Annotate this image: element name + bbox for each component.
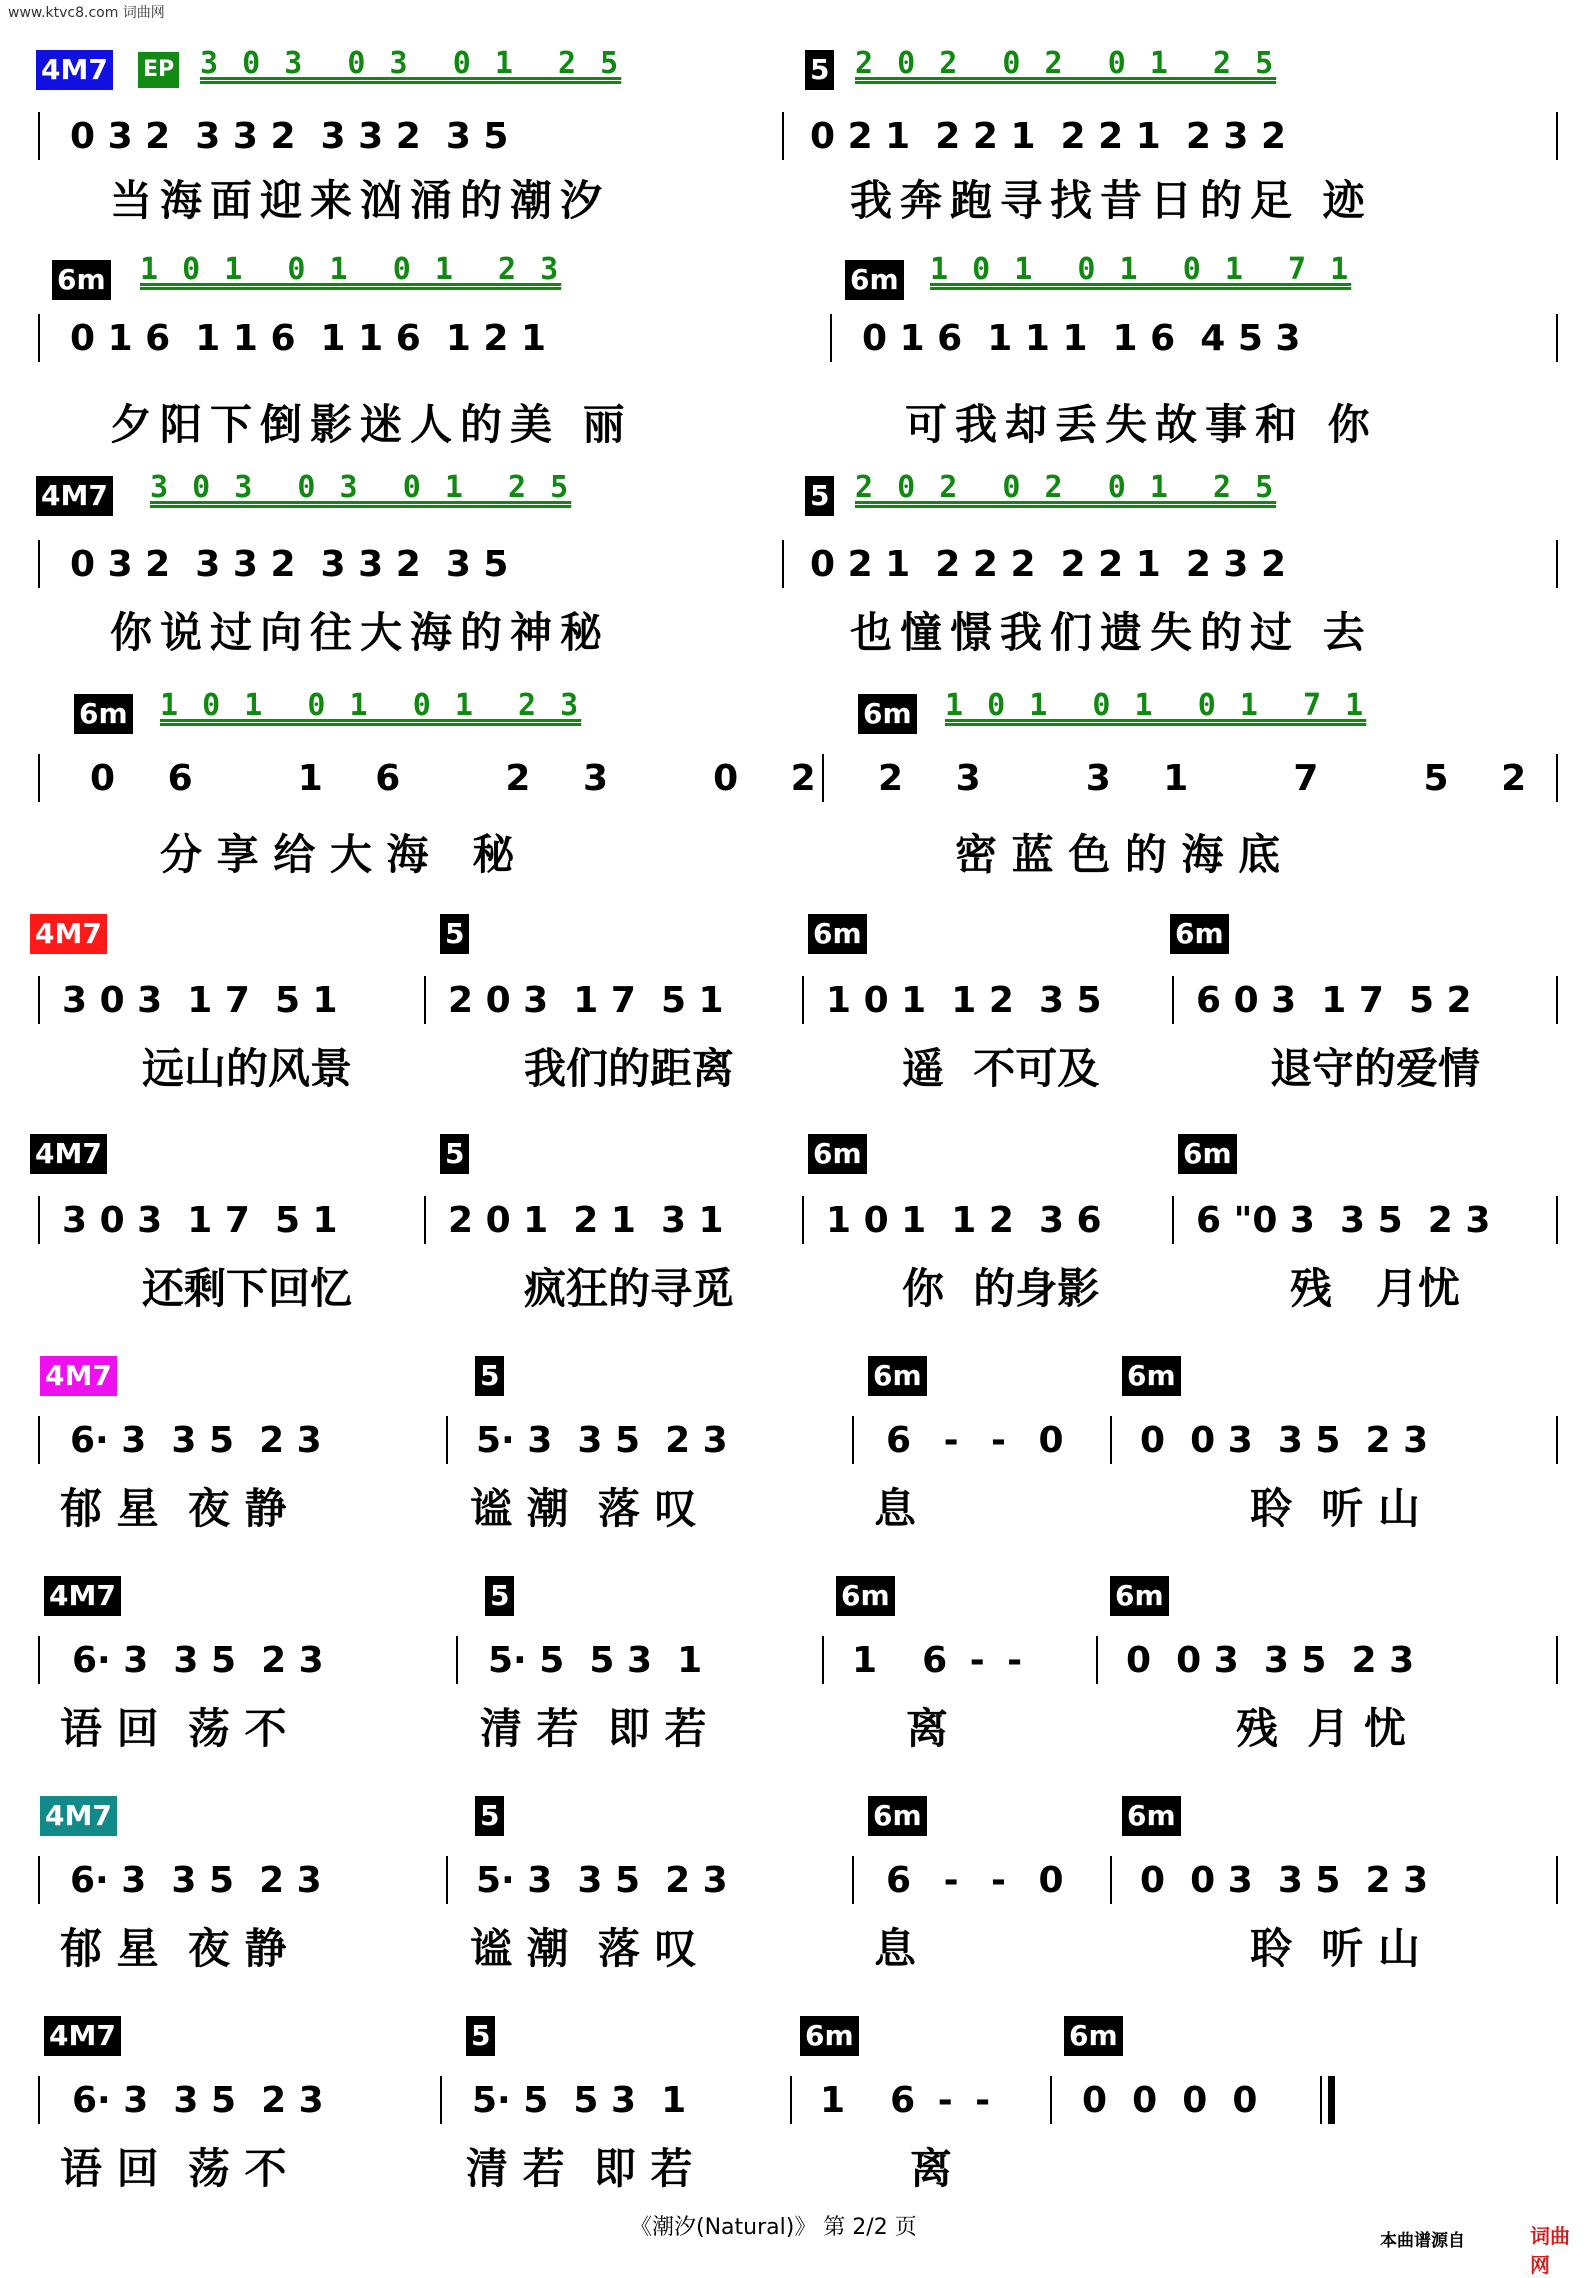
chord-label: 6m xyxy=(808,1134,867,1174)
chord-label: 4M7 xyxy=(40,1796,117,1836)
bar-line xyxy=(1556,754,1558,802)
melody-notes: 1 6 - - xyxy=(820,2080,991,2121)
lyric-line: 你说过向往大海的神秘 xyxy=(110,608,611,657)
bar-line xyxy=(1556,976,1558,1024)
bar-line xyxy=(1110,1416,1112,1464)
bar-line xyxy=(38,540,40,588)
melody-notes: 6· 3 3 5 2 3 xyxy=(70,1420,322,1461)
chord-label: 4M7 xyxy=(44,2016,121,2056)
bar-line xyxy=(1320,2076,1322,2124)
lyric-line: 郁 星 夜 静 xyxy=(60,1924,287,1973)
bar-line xyxy=(1556,1196,1558,1244)
bar-line xyxy=(38,1856,40,1904)
bar-line xyxy=(424,976,426,1024)
melody-notes: 6 "0 3 3 5 2 3 xyxy=(1196,1200,1491,1241)
bar-line xyxy=(38,1196,40,1244)
chord-label: 5 xyxy=(475,1796,504,1836)
chord-label: 4M7 xyxy=(40,1356,117,1396)
melody-notes: 0 0 3 3 5 2 3 xyxy=(1140,1420,1429,1461)
bar-line xyxy=(1172,976,1174,1024)
lyric-line: 残 月忧 xyxy=(1290,1264,1460,1313)
lyric-line: 也憧憬我们遗失的过 去 xyxy=(850,608,1373,657)
page-footer: 《潮汐(Natural)》 第 2/2 页 xyxy=(630,2215,917,2240)
chord-label: 6m xyxy=(52,260,111,300)
melody-notes: 0 0 0 0 xyxy=(1082,2080,1258,2121)
accompaniment: 2 0 2 0 2 0 1 2 5 xyxy=(855,46,1277,81)
bar-line xyxy=(1556,1856,1558,1904)
bar-line xyxy=(424,1196,426,1244)
bar-line xyxy=(446,1856,448,1904)
bar-line xyxy=(38,1636,40,1684)
staff-system-2 xyxy=(0,250,1587,380)
source-credit: 本曲谱源自 xyxy=(1380,2231,1465,2251)
melody-notes: 0 2 1 2 2 1 2 2 1 2 3 2 xyxy=(810,116,1287,157)
melody-notes: 2 0 1 2 1 3 1 xyxy=(448,1200,724,1241)
bar-line xyxy=(1556,1636,1558,1684)
bar-line xyxy=(440,2076,442,2124)
lyric-line: 聆 听 山 xyxy=(1250,1924,1420,1973)
lyric-line: 密 蓝 色 的 海 底 xyxy=(955,830,1281,879)
bar-line xyxy=(822,1636,824,1684)
bar-line xyxy=(456,1636,458,1684)
melody-notes: 6· 3 3 5 2 3 xyxy=(72,1640,324,1681)
lyric-line: 当海面迎来汹涌的潮汐 xyxy=(110,176,611,225)
lyric-line: 息 xyxy=(874,1924,917,1973)
lyric-line: 谧 潮 落 叹 xyxy=(470,1924,697,1973)
melody-notes: 0 3 2 3 3 2 3 3 2 3 5 xyxy=(70,544,509,585)
accompaniment: 1 0 1 0 1 0 1 7 1 xyxy=(945,688,1367,723)
melody-notes: 0 6 1 6 2 3 0 2 xyxy=(90,758,816,799)
staff-system-10 xyxy=(0,2010,1587,2140)
bar-line xyxy=(38,112,40,160)
chord-label: 6m xyxy=(800,2016,859,2056)
chord-label: 4M7 xyxy=(44,1576,121,1616)
bar-line xyxy=(790,2076,792,2124)
bar-line xyxy=(38,754,40,802)
melody-notes: 2 0 3 1 7 5 1 xyxy=(448,980,724,1021)
chord-label: 6m xyxy=(808,914,867,954)
chord-label: 6m xyxy=(74,694,133,734)
bar-line xyxy=(782,540,784,588)
melody-notes: 6 - - 0 xyxy=(886,1860,1064,1901)
lyric-line: 分 享 给 大 海 秘 xyxy=(160,830,515,879)
watermark: www.ktvc8.com 词曲网 xyxy=(8,5,165,21)
chord-label: 4M7 xyxy=(36,50,113,90)
chord-label: 5 xyxy=(475,1356,504,1396)
melody-notes: 3 0 3 1 7 5 1 xyxy=(62,980,338,1021)
chord-label: 5 xyxy=(466,2016,495,2056)
melody-notes: 5· 3 3 5 2 3 xyxy=(476,1860,728,1901)
melody-notes: 0 3 2 3 3 2 3 3 2 3 5 xyxy=(70,116,509,157)
accompaniment: 3 0 3 0 3 0 1 2 5 xyxy=(150,470,572,505)
chord-label: 5 xyxy=(485,1576,514,1616)
melody-notes: 3 0 3 1 7 5 1 xyxy=(62,1200,338,1241)
bar-line xyxy=(782,112,784,160)
staff-system-6 xyxy=(0,1130,1587,1260)
staff-system-8 xyxy=(0,1570,1587,1700)
lyric-line: 可我却丢失故事和 你 xyxy=(905,400,1378,449)
accompaniment: 1 0 1 0 1 0 1 2 3 xyxy=(140,252,562,287)
lyric-line: 息 xyxy=(874,1484,917,1533)
melody-notes: 5· 3 3 5 2 3 xyxy=(476,1420,728,1461)
lyric-line: 远山的风景 xyxy=(142,1044,353,1093)
melody-notes: 0 0 3 3 5 2 3 xyxy=(1140,1860,1429,1901)
bar-line xyxy=(1096,1636,1098,1684)
lyric-line: 聆 听 山 xyxy=(1250,1484,1420,1533)
melody-notes: 6 - - 0 xyxy=(886,1420,1064,1461)
bar-line xyxy=(1556,540,1558,588)
chord-label: 5 xyxy=(805,50,834,90)
bar-line xyxy=(1556,314,1558,362)
chord-label: 5 xyxy=(805,476,834,516)
chord-label: 4M7 xyxy=(30,1134,107,1174)
melody-notes: 6· 3 3 5 2 3 xyxy=(72,2080,324,2121)
bar-line xyxy=(1172,1196,1174,1244)
bar-line xyxy=(446,1416,448,1464)
lyric-line: 清 若 即 若 xyxy=(480,1704,707,1753)
chord-label: 4M7 xyxy=(36,476,113,516)
chord-label: 4M7 xyxy=(30,914,107,954)
chord-label: 6m xyxy=(836,1576,895,1616)
melody-notes: 1 0 1 1 2 3 5 xyxy=(826,980,1102,1021)
staff-system-9 xyxy=(0,1790,1587,1920)
melody-notes: 5· 5 5 3 1 xyxy=(488,1640,703,1681)
bar-line xyxy=(802,976,804,1024)
bar-line xyxy=(38,1416,40,1464)
bar-line xyxy=(822,754,824,802)
bar-line xyxy=(38,976,40,1024)
melody-notes: 1 6 - - xyxy=(852,1640,1023,1681)
lyric-line: 我们的距离 xyxy=(524,1044,735,1093)
melody-notes: 0 0 3 3 5 2 3 xyxy=(1126,1640,1415,1681)
accompaniment: 2 0 2 0 2 0 1 2 5 xyxy=(855,470,1277,505)
bar-line xyxy=(38,2076,40,2124)
lyric-line: 遥 不可及 xyxy=(902,1044,1100,1093)
lyric-line: 我奔跑寻找昔日的足 迹 xyxy=(850,176,1373,225)
staff-system-5 xyxy=(0,910,1587,1040)
lyric-line: 语 回 荡 不 xyxy=(60,1704,287,1753)
staff-system-4 xyxy=(0,690,1587,820)
final-barline xyxy=(1328,2076,1335,2124)
chord-label: 6m xyxy=(868,1356,927,1396)
bar-line xyxy=(38,314,40,362)
lyric-line: 你 的身影 xyxy=(902,1264,1100,1313)
melody-notes: 2 3 3 1 7 5 2 xyxy=(878,758,1527,799)
chord-label: 6m xyxy=(1064,2016,1123,2056)
chord-label: 6m xyxy=(868,1796,927,1836)
melody-notes: 0 2 1 2 2 2 2 2 1 2 3 2 xyxy=(810,544,1287,585)
lyric-line: 残 月 忧 xyxy=(1236,1704,1406,1753)
lyric-line: 退守的爱情 xyxy=(1270,1044,1481,1093)
chord-label: 6m xyxy=(845,260,904,300)
lyric-line: 谧 潮 落 叹 xyxy=(470,1484,697,1533)
staff-system-7 xyxy=(0,1350,1587,1480)
melody-notes: 5· 5 5 3 1 xyxy=(472,2080,687,2121)
bar-line xyxy=(852,1856,854,1904)
lyric-line: 郁 星 夜 静 xyxy=(60,1484,287,1533)
bar-line xyxy=(1110,1856,1112,1904)
ep-badge: EP xyxy=(138,52,179,88)
chord-label: 6m xyxy=(1110,1576,1169,1616)
lyric-line: 疯狂的寻觅 xyxy=(524,1264,735,1313)
melody-notes: 1 0 1 1 2 3 6 xyxy=(826,1200,1102,1241)
lyric-line: 夕阳下倒影迷人的美 丽 xyxy=(110,400,633,449)
accompaniment: 1 0 1 0 1 0 1 2 3 xyxy=(160,688,582,723)
lyric-line: 离 xyxy=(906,1704,949,1753)
site-logo[interactable]: 词曲网 xyxy=(1530,2224,1570,2277)
melody-notes: 0 1 6 1 1 1 1 6 4 5 3 xyxy=(862,318,1301,359)
chord-label: 6m xyxy=(858,694,917,734)
staff-system-3 xyxy=(0,470,1587,600)
chord-label: 5 xyxy=(440,914,469,954)
lyric-line: 离 xyxy=(910,2144,953,2193)
staff-system-1 xyxy=(0,30,1587,160)
lyric-line: 清 若 即 若 xyxy=(466,2144,693,2193)
lyric-line: 还剩下回忆 xyxy=(142,1264,353,1313)
bar-line xyxy=(852,1416,854,1464)
chord-label: 6m xyxy=(1122,1356,1181,1396)
chord-label: 5 xyxy=(440,1134,469,1174)
melody-notes: 6 0 3 1 7 5 2 xyxy=(1196,980,1472,1021)
chord-label: 6m xyxy=(1122,1796,1181,1836)
bar-line xyxy=(830,314,832,362)
chord-label: 6m xyxy=(1170,914,1229,954)
bar-line xyxy=(1556,112,1558,160)
accompaniment: 1 0 1 0 1 0 1 7 1 xyxy=(930,252,1352,287)
bar-line xyxy=(1050,2076,1052,2124)
bar-line xyxy=(1556,1416,1558,1464)
bar-line xyxy=(802,1196,804,1244)
melody-notes: 6· 3 3 5 2 3 xyxy=(70,1860,322,1901)
accompaniment: 3 0 3 0 3 0 1 2 5 xyxy=(200,46,622,81)
melody-notes: 0 1 6 1 1 6 1 1 6 1 2 1 xyxy=(70,318,547,359)
chord-label: 6m xyxy=(1178,1134,1237,1174)
lyric-line: 语 回 荡 不 xyxy=(60,2144,287,2193)
